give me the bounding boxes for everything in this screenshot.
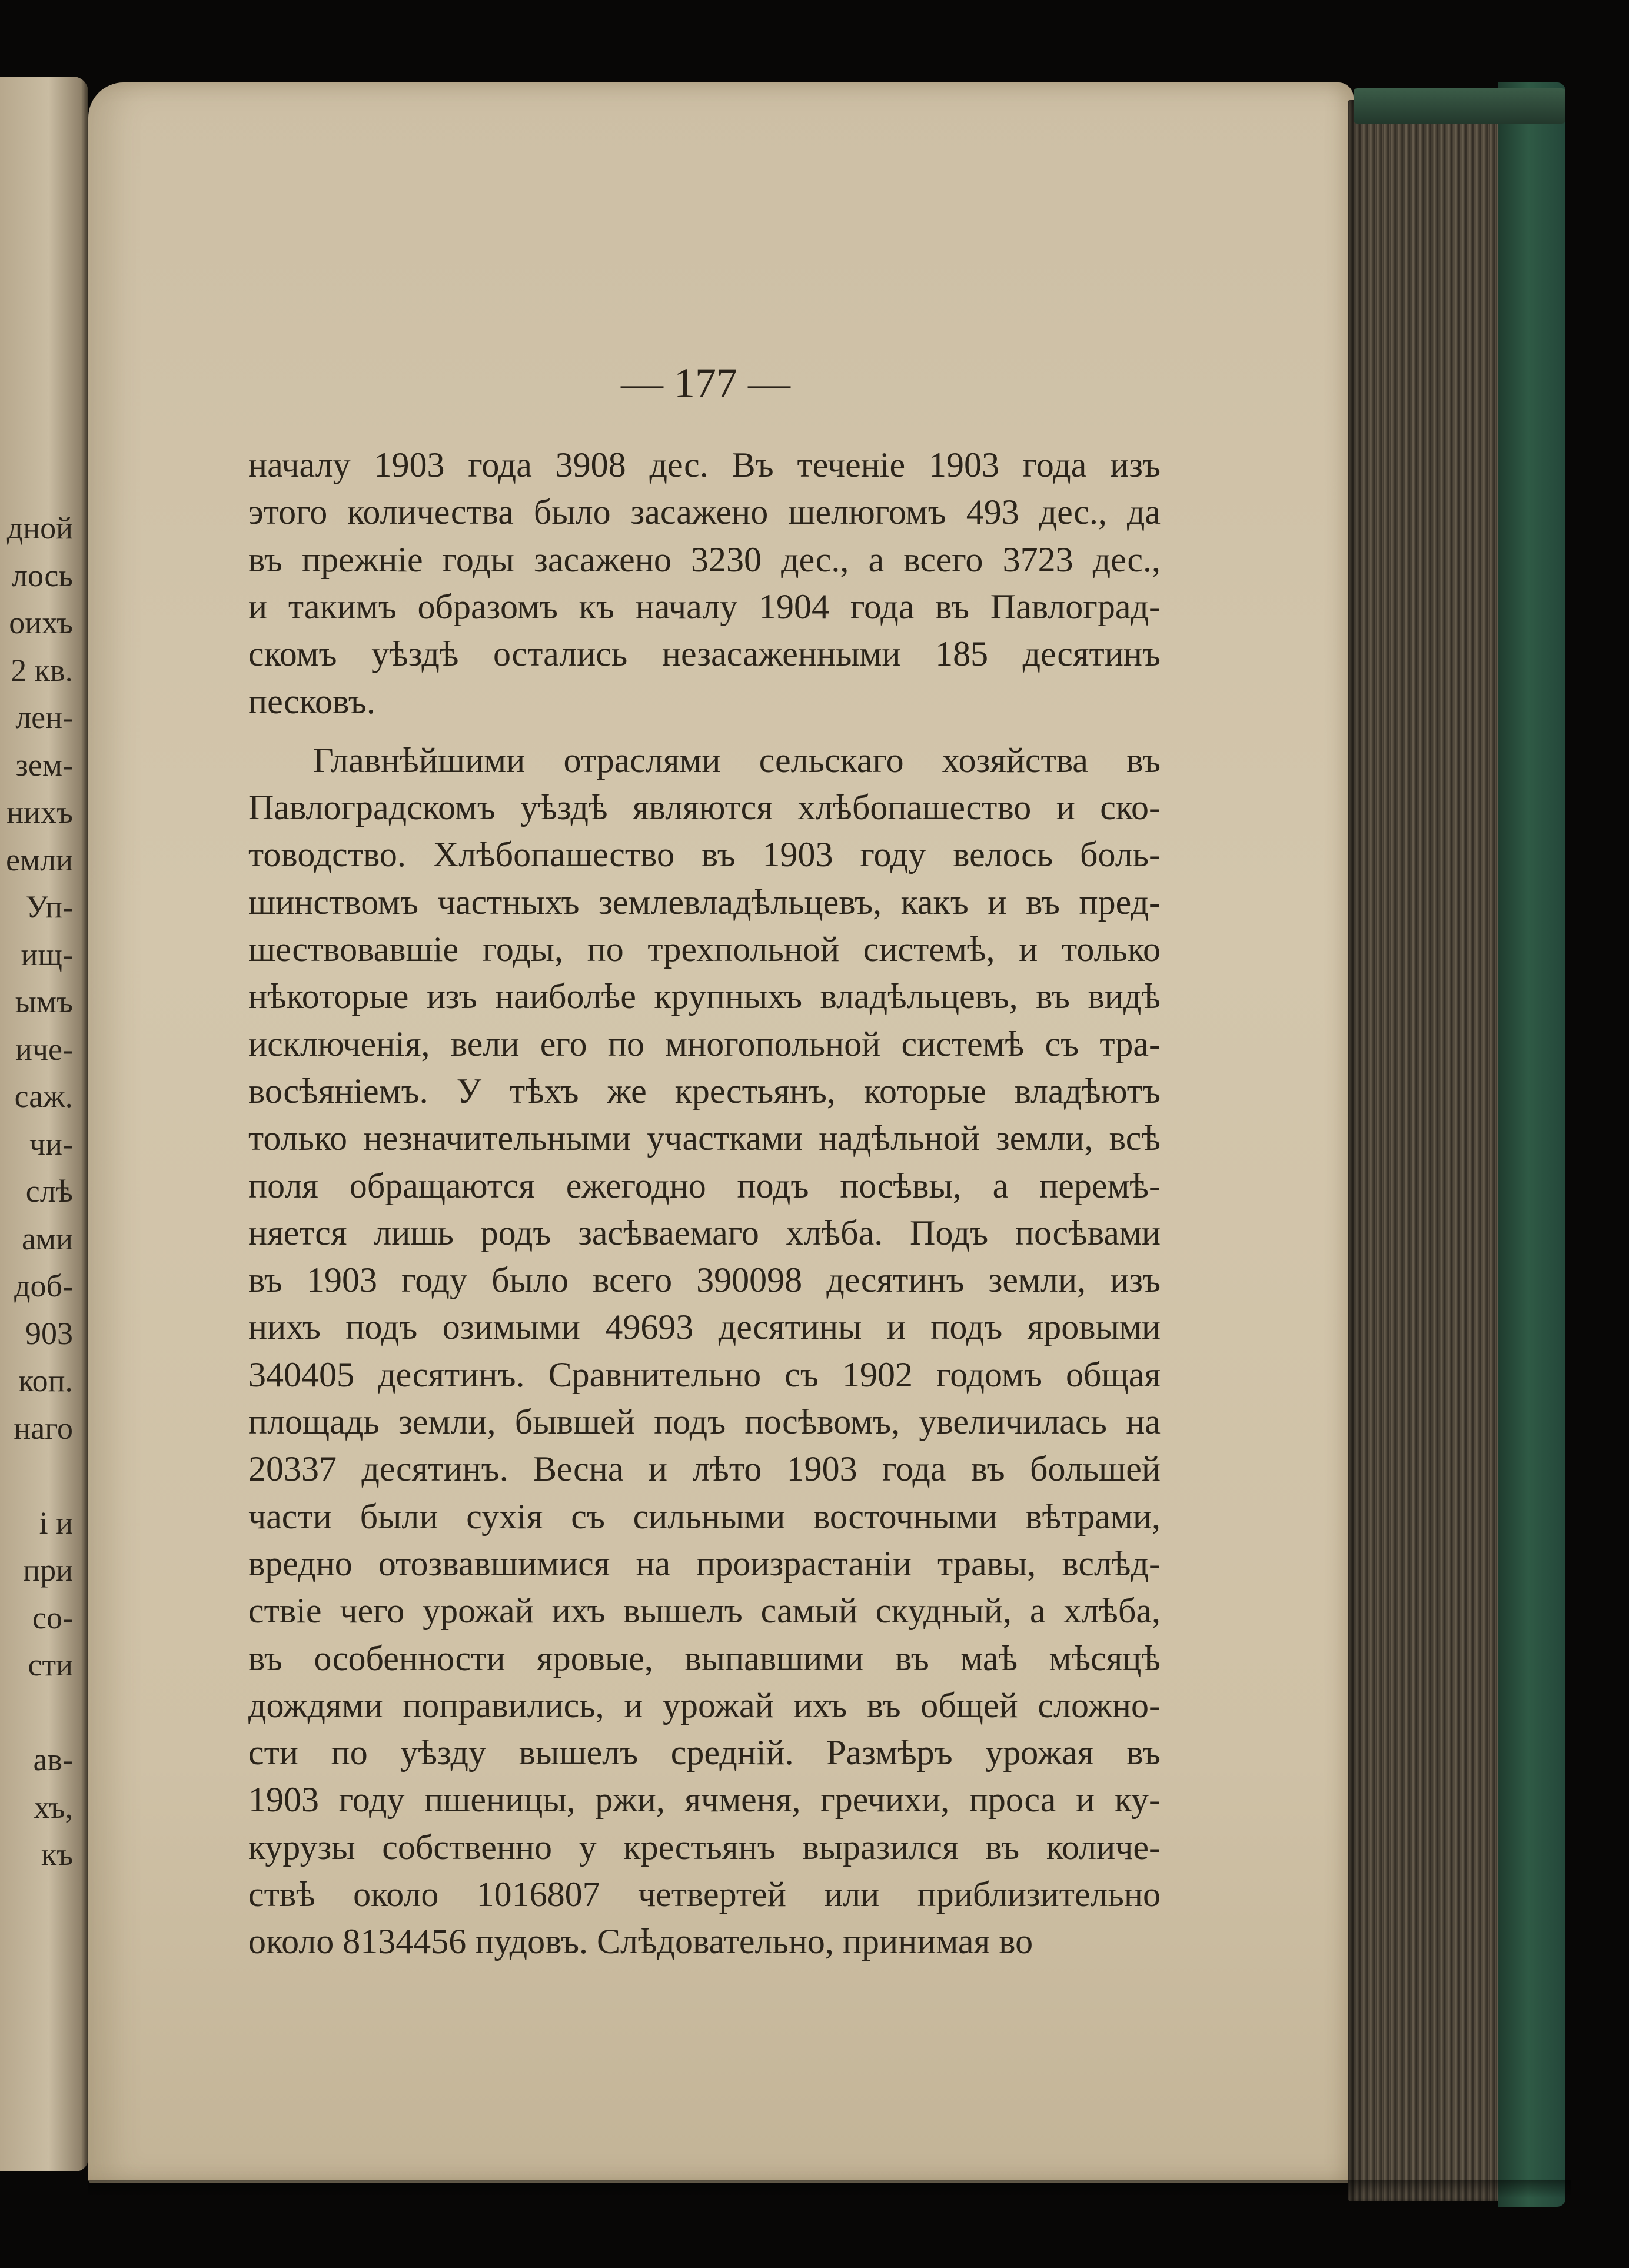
book-page (88, 82, 1354, 2183)
left-page-fragment: саж. (14, 1079, 73, 1114)
left-page-fragment: 2 кв. (11, 652, 73, 688)
left-page-fragment: лен- (15, 700, 73, 735)
page-shadow (88, 2180, 1571, 2198)
book-headband (1354, 88, 1565, 124)
text-line: сти по уѣзду вышелъ средній. Размѣръ урожая въ (248, 1733, 1161, 1773)
left-page-fragment: ищ- (21, 936, 73, 972)
text-line: 340405 десятинъ. Сравнительно съ 1902 годомъ общая (248, 1355, 1161, 1394)
left-page-fragment: емли (6, 842, 73, 877)
left-page-fragment: наго (14, 1410, 73, 1446)
text-line: шинствомъ частныхъ землевладѣльцевъ, какъ и въ пред- (248, 882, 1161, 922)
left-page-fragment: иче- (15, 1031, 73, 1067)
text-line: вредно отозвавшимися на произрастаніи травы, вслѣд- (248, 1544, 1161, 1583)
text-line: скомъ уѣздѣ остались незасаженными 185 десятинъ (248, 634, 1161, 674)
left-page-fragment: доб- (14, 1268, 73, 1303)
text-line: въ 1903 году было всего 390098 десятинъ земли, изъ (248, 1261, 1161, 1300)
text-line: курузы собственно у крестьянъ выразился въ количе- (248, 1827, 1161, 1867)
left-page-fragment: хъ, (34, 1789, 73, 1825)
text-line: только незначительными участками надѣльной земли, всѣ (248, 1119, 1161, 1158)
text-line: 20337 десятинъ. Весна и лѣто 1903 года въ большей (248, 1449, 1161, 1489)
text-line: восѣяніемъ. У тѣхъ же крестьянъ, которые владѣютъ (248, 1071, 1161, 1110)
text-line: въ прежніе годы засажено 3230 дес., а всего 3723 дес., (248, 540, 1161, 579)
left-page-fragment: зем- (15, 747, 73, 783)
left-page-fragment: Уп- (25, 889, 73, 925)
text-line: около 8134456 пудовъ. Слѣдовательно, принимая во (248, 1922, 1033, 1961)
text-line: песковъ. (248, 681, 375, 721)
text-line: исключенія, вели его по многопольной системѣ съ тра- (248, 1024, 1161, 1063)
left-page-fragment: при (23, 1552, 73, 1588)
text-line: началу 1903 года 3908 дес. Въ теченіе 1903 года изъ (248, 445, 1161, 484)
left-page-fragment: ав- (33, 1742, 73, 1777)
text-line: 1903 году пшеницы, ржи, ячменя, гречихи, проса и ку- (248, 1780, 1161, 1820)
left-page-fragment: ниxъ (6, 794, 73, 830)
left-page-fragment: оихъ (9, 605, 73, 640)
left-page-fragment: ымъ (15, 984, 73, 1019)
text-line: Павлоградскомъ уѣздѣ являются хлѣбопашество и ско- (248, 788, 1161, 827)
left-page-fragment: слѣ (25, 1173, 73, 1209)
text-line: товодство. Хлѣбопашество въ 1903 году велось боль- (248, 835, 1161, 874)
left-page-fragment: къ (41, 1837, 73, 1872)
book-cover (1498, 82, 1565, 2207)
text-line: и такимъ образомъ къ началу 1904 года въ Павлоград- (248, 587, 1161, 626)
text-line: въ особенности яровые, выпавшими въ маѣ мѣсяцѣ (248, 1638, 1161, 1678)
left-page-fragment: дной (6, 510, 73, 546)
text-line: дождями поправились, и урожай ихъ въ общей сложно- (248, 1685, 1161, 1725)
text-line: шествовавшіе годы, по трехпольной системѣ, и только (248, 930, 1161, 969)
left-page-fragment: сти (28, 1647, 73, 1682)
text-line: Главнѣйшими отраслями сельскаго хозяйства въ (313, 740, 1161, 780)
left-page-fragment: і и (39, 1505, 73, 1541)
text-line: части были сухія съ сильными восточными вѣтрами, (248, 1497, 1161, 1536)
left-page-fragment: 903 (25, 1315, 73, 1351)
left-page (0, 77, 88, 2171)
left-page-fragment: лось (12, 557, 73, 593)
text-line: нихъ подъ озимыми 49693 десятины и подъ яровыми (248, 1308, 1161, 1347)
text-line: площадь земли, бывшей подъ посѣвомъ, увеличилась на (248, 1402, 1161, 1441)
left-page-fragment: чи- (29, 1126, 73, 1162)
text-line: поля обращаются ежегодно подъ посѣвы, а перемѣ- (248, 1166, 1161, 1205)
text-line: ствѣ около 1016807 четвертей или приблизительно (248, 1875, 1161, 1914)
page-number: — 177 — (621, 360, 790, 407)
left-page-fragment: со- (32, 1599, 73, 1635)
text-line: этого количества было засажено шелюгомъ 493 дес., да (248, 493, 1161, 532)
left-page-fragment: ами (21, 1221, 73, 1256)
left-page-fragment: коп. (18, 1363, 73, 1398)
text-line: няется лишь родъ засѣваемаго хлѣба. Подъ посѣвами (248, 1213, 1161, 1252)
text-line: ствіе чего урожай ихъ вышелъ самый скудный, а хлѣба, (248, 1591, 1161, 1631)
text-line: нѣкоторые изъ наиболѣе крупныхъ владѣльцевъ, въ видѣ (248, 977, 1161, 1016)
